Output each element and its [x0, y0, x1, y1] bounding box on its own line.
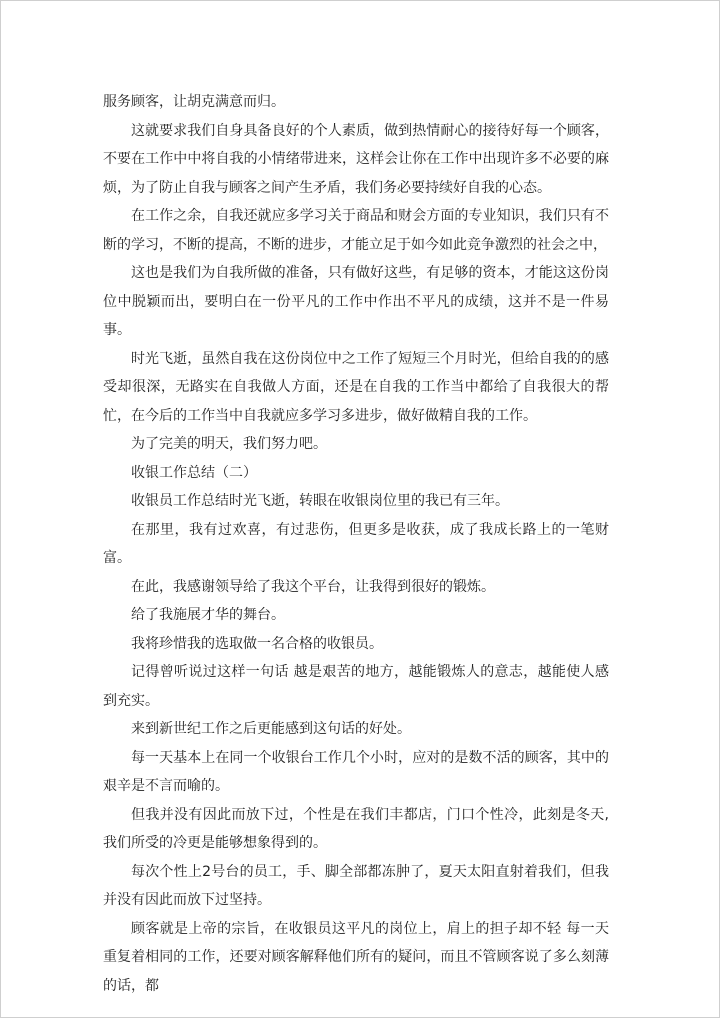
paragraph: 在工作之余，自我还就应多学习关于商品和财会方面的专业知识，我们只有不断的学习，不断的提高，不断的进步，才能立足于如今如此竞争激烈的社会之中， [103, 208, 609, 253]
paragraph: 我将珍惜我的选取做一名合格的收银员。 [131, 635, 383, 652]
document-body [103, 88, 609, 1000]
section-heading: 收银工作总结（二） [131, 464, 257, 481]
paragraph: 这也是我们为自我所做的准备，只有做好这些，有足够的资本，才能这这份岗位中脱颖而出，要明白在一份平凡的工作中作出不平凡的成绩，这并不是一件易事。 [103, 265, 609, 338]
paragraph: 记得曾听说过这样一句话 越是艰苦的地方，越能锻炼人的意志，越能使人感到充实。 [103, 664, 609, 709]
paragraph: 来到新世纪工作之后更能感到这句话的好处。 [131, 721, 411, 737]
paragraph: 在此，我感谢领导给了我这个平台，让我得到很好的锻炼。 [131, 578, 495, 595]
paragraph: 时光飞逝，虽然自我在这份岗位中之工作了短短三个月时光，但给自我的的感受却很深，无路实在自我做人方面，还是在自我的工作当中都给了自我很大的帮忙，在今后的工作当中自我就应多学习多进步，做好做精自我的工作。 [103, 350, 609, 424]
paragraph: 但我并没有因此而放下过，个性是在我们丰都店，门口个性冷，此刻是冬天,我们所受的冷更是能够想象得到的。 [103, 806, 609, 851]
paragraph: 给了我施展才华的舞台。 [131, 607, 285, 623]
paragraph: 服务顾客，让胡克满意而归。 [103, 94, 285, 110]
paragraph: 这就要求我们自身具备良好的个人素质，做到热情耐心的接待好每一个顾客，不要在工作中中将自我的小情绪带进来，这样会让你在工作中出现许多不必要的麻烦，为了防止自我与顾客之间产生矛盾，我们务必要持续好自我的心态。 [103, 122, 609, 196]
paragraph: 收银员工作总结时光飞逝，转眼在收银岗位里的我已有三年。 [131, 493, 509, 509]
paragraph: 在那里，我有过欢喜，有过悲伤，但更多是收获，成了我成长路上的一笔财富。 [103, 521, 609, 566]
paragraph: 每次个性上2号台的员工，手、脚全部都冻肿了，夏天太阳直射着我们，但我并没有因此而放下过坚持。 [103, 863, 609, 908]
paragraph: 每一天基本上在同一个收银台工作几个小时，应对的是数不活的顾客，其中的艰辛是不言而喻的。 [103, 749, 609, 794]
paragraph: 为了完美的明天，我们努力吧。 [131, 436, 327, 452]
paragraph: 顾客就是上帝的宗旨，在收银员这平凡的岗位上，肩上的担子却不轻 每一天重复着相同的工作，还要对顾客解释他们所有的疑问，而且不管顾客说了多么刻薄的话，都 [103, 920, 609, 994]
